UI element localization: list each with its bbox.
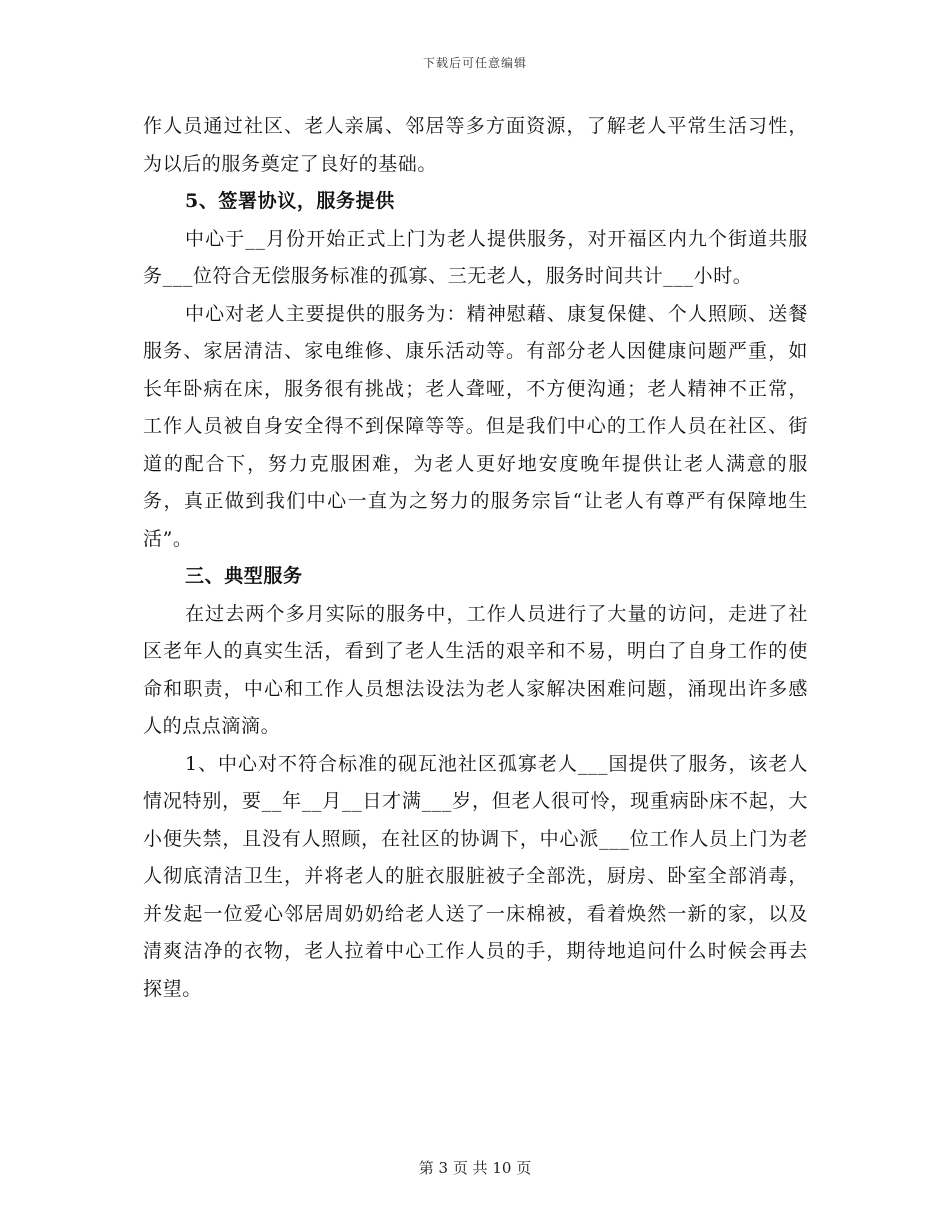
paragraph-continuation: 作人员通过社区、老人亲属、邻居等多方面资源，了解老人平常生活习性，为以后的服务奠定了良好的基础。	[143, 115, 808, 175]
paragraph-service-content: 中心对老人主要提供的服务为：精神慰藉、康复保健、个人照顾、送餐服务、家居清洁、家电维修、康乐活动等。有部分老人因健康问题严重，如长年卧病在床，服务很有挑战；老人聋哑，不方便沟通；老人精神不正常，工作人员被自身安全得不到保障等等。但是我们中心的工作人员在社区、街道的配合下，努力克服困难，为老人更好地安度晚年提供让老人满意的服务，真正做到我们中心一直为之努力的服务宗旨“让老人有尊严有保障地生活”。	[143, 302, 808, 550]
paragraph-typical-intro: 在过去两个多月实际的服务中，工作人员进行了大量的访问，走进了社区老年人的真实生活，看到了老人生活的艰辛和不易，明白了自身工作的使命和职责，中心和工作人员想法设法为老人家解决困难问题，涌现出许多感人的点点滴滴。	[143, 602, 808, 737]
page-number: 第 3 页 共 10 页	[418, 1159, 532, 1177]
document-body	[143, 108, 808, 1008]
section-heading-typical-service: 三、典型服务	[185, 565, 303, 587]
paragraph-case-one: 1、中心对不符合标准的砚瓦池社区孤寡老人___国提供了服务，该老人情况特别，要__年__月__日才满___岁，但老人很可怜，现重病卧床不起，大小便失禁，且没有人照顾，在社区的协调下，中心派___位工作人员上门为老人彻底清洁卫生，并将老人的脏衣服脏被子全部洗，厨房、卧室全部消毒，并发起一位爱心邻居周奶奶给老人送了一床棉被，看着焕然一新的家，以及清爽洁净的衣物，老人拉着中心工作人员的手，期待地追问什么时候会再去探望。	[143, 752, 808, 1000]
paragraph-service-start: 中心于__月份开始正式上门为老人提供服务，对开福区内九个街道共服务___位符合无偿服务标准的孤寡、三无老人，服务时间共计___小时。	[143, 227, 808, 287]
page-header-note: 下载后可任意编辑	[422, 56, 527, 70]
section-heading-sign-agreement: 5、签署协议，服务提供	[185, 190, 395, 212]
